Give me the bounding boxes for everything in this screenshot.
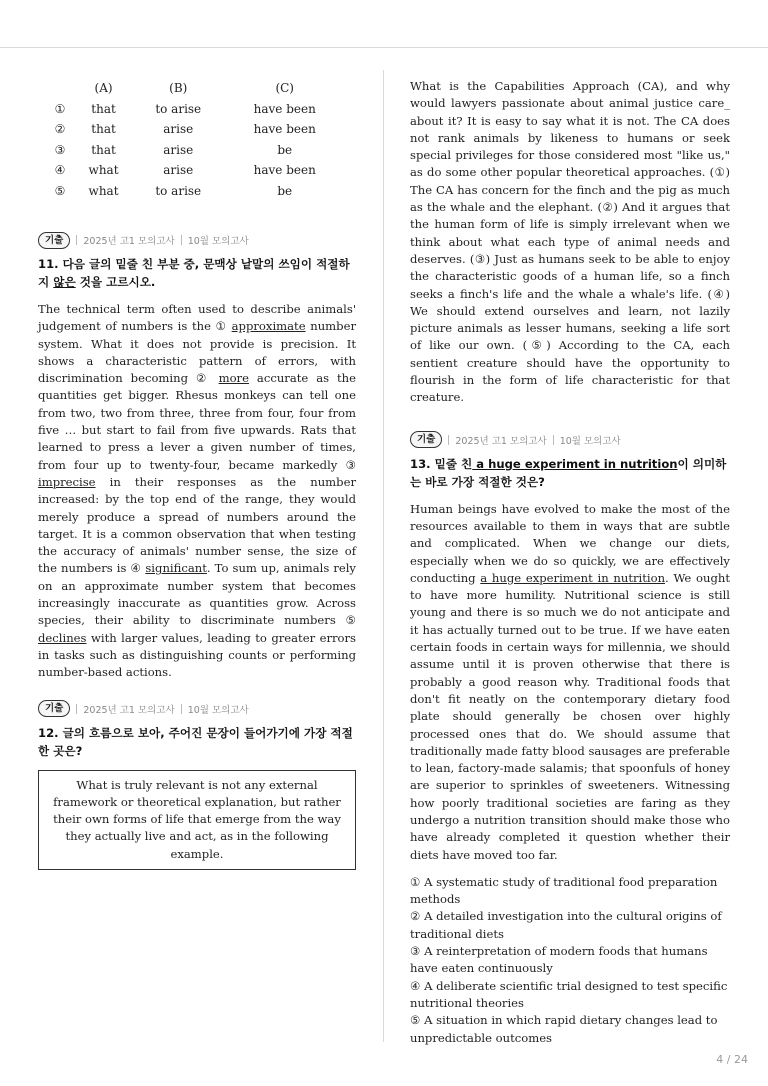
cell-c: have been — [253, 101, 316, 116]
table-row — [46, 160, 346, 181]
cell-b: arise — [163, 163, 194, 178]
underlined-word: declines — [38, 630, 87, 645]
source-year: 2025년 고1 모의고사 — [455, 435, 547, 447]
page-number: 4 / 24 — [716, 1053, 748, 1066]
q10-answer-table — [46, 78, 346, 201]
right-column — [410, 78, 730, 1047]
cell-a: that — [91, 101, 116, 116]
source-line — [38, 700, 356, 718]
cell-c: be — [277, 142, 293, 157]
underlined-word: significant — [145, 561, 207, 576]
cell-c: have been — [253, 122, 316, 137]
cell-a: that — [91, 142, 116, 157]
option-number: ④ — [54, 163, 66, 178]
q12-title: 12. 글의 흐름으로 보아, 주어진 문장이 들어가기에 가장 적절한 곳은? — [38, 725, 353, 758]
q13-title: 13. 밑줄 친 a huge experiment in nutrition이 의미하는 바로 가장 적절한 것은? — [410, 456, 727, 489]
header-b: (B) — [169, 81, 188, 96]
cell-a: that — [91, 122, 116, 137]
header-rule — [0, 47, 768, 48]
header-c: (C) — [275, 81, 294, 96]
choice-item[interactable]: ① A systematic study of traditional food preparation methods — [410, 874, 718, 907]
source-line — [410, 431, 730, 449]
table-header-row — [46, 78, 346, 99]
underlined-phrase: a huge experiment in nutrition — [480, 570, 666, 585]
choice-item[interactable]: ② A detailed investigation into the cultural origins of traditional diets — [410, 909, 722, 941]
cell-b: arise — [163, 122, 194, 137]
option-number: ② — [54, 122, 66, 137]
source-month: 10월 모의고사 — [559, 435, 621, 447]
cell-b: to arise — [155, 101, 202, 116]
table-row — [46, 140, 346, 161]
q11-title: 11. 다음 글의 밑줄 친 부분 중, 문맥상 낱말의 쓰임이 적절하지 않은 것을 고르시오. — [38, 257, 350, 289]
cell-b: arise — [163, 142, 194, 157]
source-year: 2025년 고1 모의고사 — [83, 236, 175, 247]
cell-a: what — [88, 163, 119, 178]
column-divider — [383, 70, 384, 1042]
cell-a: what — [88, 183, 119, 198]
source-month: 10월 모의고사 — [187, 236, 249, 247]
table-row — [46, 119, 346, 140]
cell-b: to arise — [155, 183, 202, 198]
cell-c: be — [277, 183, 293, 198]
source-tag: 기출 — [38, 232, 70, 249]
choice-item[interactable]: ④ A deliberate scientific trial designed to test specific nutritional theories — [410, 978, 728, 1010]
source-tag: 기출 — [410, 431, 442, 448]
source-line — [38, 231, 356, 249]
q12-given-sentence: What is truly relevant is not any external framework or theoretical explanation, but rather their own forms of life that emerge from the way they actually live and act, as in the following example. — [38, 770, 356, 870]
q13-passage: Human beings have evolved to make the most of the resources available to them in ways that are subtle and complicated. When we change our diets, especially when we do so quickly, we are effectively conducting a huge experiment in nutrition. We ought to have more humility. Nutritional science is still young and there is so much we do not anticipate and it has actually turned out to be true. If we have eaten certain foods in certain ways for millennia, we should assume until it is proven otherwise that there is probably a good reason why. Traditional foods that don't fit neatly on the contemporary dietary food plate should generally be chosen over highly processed ones that do. We should assume that traditionally made fatty blood sausages are preferable to lean, factory-made salamis; that spoonfuls of honey are superior to sprinkles of sweeteners. Witnessing how poorly traditional societies are faring as they undergo a nutrition transition should make those who have already completed it question whether their diets have moved too far. — [410, 501, 730, 862]
source-tag: 기출 — [38, 700, 70, 717]
underlined-word: more — [218, 371, 249, 386]
choice-item[interactable]: ⑤ A situation in which rapid dietary changes lead to unpredictable outcomes — [410, 1013, 718, 1045]
underlined-word: imprecise — [38, 474, 96, 489]
choice-item[interactable]: ③ A reinterpretation of modern foods that humans have eaten continuously — [410, 944, 708, 976]
table-row — [46, 99, 346, 120]
option-number: ③ — [54, 142, 66, 157]
cell-c: have been — [253, 163, 316, 178]
option-number: ⑤ — [54, 183, 66, 198]
table-row — [46, 181, 346, 202]
underlined-word: approximate — [231, 319, 306, 334]
source-month: 10월 모의고사 — [187, 704, 249, 716]
q12-passage: What is the Capabilities Approach (CA), and why would lawyers passionate about animal justice care_ about it? It is easy to say what it is not. The CA does not rank animals by likeness to humans or seek special privileges for those considered most "like us," as do some other popular theoretical approaches. (①) The CA has concern for the finch and the pig as much as the whale and the elephant. (②) And it argues that the human form of life is simply irrelevant when we think about what each type of animal needs and deserves. (③) Just as humans seek to be able to enjoy the characteristic goods of a human life, so a finch seeks a finch's life and the whale a whale's life. (④) We should extend ourselves and learn, not lazily picture animals as lesser humans, seeking a life sort of like our own. (⑤) According to the CA, each sentient creature should have the opportunity to flourish in the form of life characteristic for that creature. — [410, 79, 730, 405]
left-column — [38, 78, 356, 870]
source-year: 2025년 고1 모의고사 — [83, 704, 175, 716]
q11-passage: The technical term often used to describe animals' judgement of numbers is the ① approximate number system. What it does not provide is precision. It shows a characteristic pattern of errors, with discrimination becoming ② more accurate as the quantities get bigger. Rhesus monkeys can tell one from two, two from three, three from four, four from five … but start to fail from five upwards. Rats that learned to press a lever a given number of times, from four up to twenty-four, became markedly ③ imprecise in their responses as the number increased: by the top end of the range, they would merely produce a spread of numbers around the target. It is a common observation that when testing the accuracy of animals' number sense, the size of the numbers is ④ significant. To sum up, animals rely on an approximate number system that becomes increasingly inaccurate as quantities grow. Across species, their ability to discriminate numbers ⑤ declines with larger values, leading to greater errors in tasks such as distinguishing counts or performing number-based actions. — [38, 302, 357, 680]
option-number: ① — [54, 101, 66, 116]
q13-choices — [410, 874, 730, 1047]
header-a: (A) — [94, 81, 113, 96]
